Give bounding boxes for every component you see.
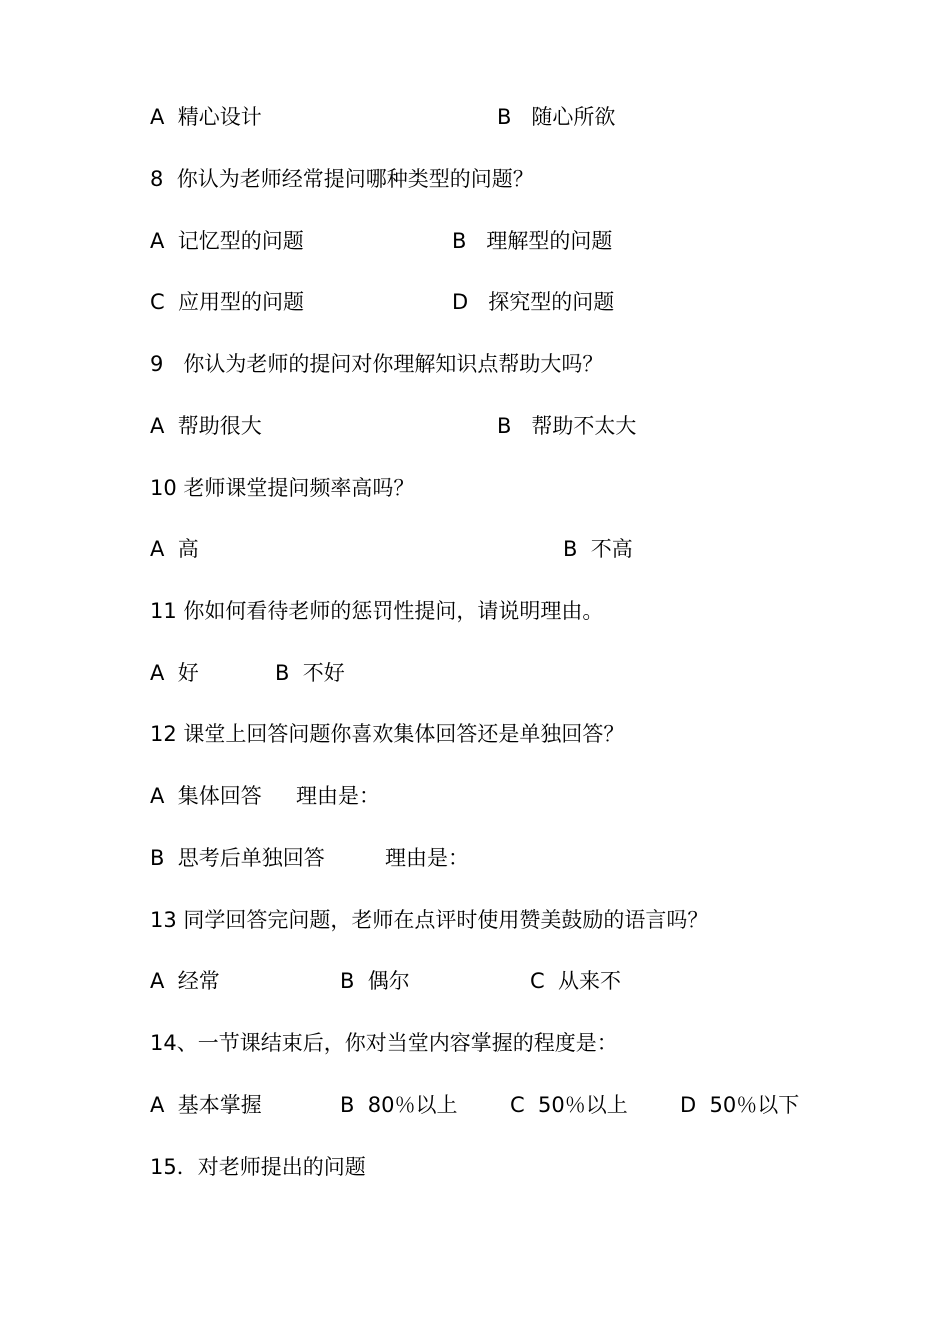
option-c: C 应用型的问题 <box>150 290 305 314</box>
answer-row <box>150 1089 800 1121</box>
reason-label: 理由是： <box>385 846 469 870</box>
option-a: A 经常 <box>150 969 220 993</box>
answer-row <box>150 965 622 997</box>
option-a: A 记忆型的问题 <box>150 229 304 253</box>
question-15: 15．对老师提出的问题 <box>150 1155 366 1179</box>
option-a: A 高 <box>150 537 199 561</box>
option-a: A 集体回答 <box>150 784 262 808</box>
answer-row <box>150 842 469 874</box>
answer-row <box>150 225 613 257</box>
option-d: D 探究型的问题 <box>452 290 615 314</box>
question-9: 9 你认为老师的提问对你理解知识点帮助大吗？ <box>150 352 604 376</box>
option-c: C 从来不 <box>530 969 622 993</box>
option-b: B 帮助不太大 <box>497 414 637 438</box>
option-a: A 好 <box>150 661 199 685</box>
question-11: 11 你如何看待老师的惩罚性提问，请说明理由。 <box>150 599 604 623</box>
option-b: B 偶尔 <box>340 969 410 993</box>
answer-row <box>150 286 615 318</box>
question-8: 8 你认为老师经常提问哪种类型的问题？ <box>150 167 534 191</box>
option-a: A 基本掌握 <box>150 1093 262 1117</box>
option-b: B 80％以上 <box>340 1093 458 1117</box>
reason-label: 理由是： <box>296 784 380 808</box>
question-10: 10 老师课堂提问频率高吗？ <box>150 476 415 500</box>
option-d: D 50％以下 <box>680 1093 800 1117</box>
answer-row <box>150 657 345 689</box>
option-b: B 随心所欲 <box>497 105 616 129</box>
option-b: B 不高 <box>563 537 633 561</box>
option-c: C 50％以上 <box>510 1093 628 1117</box>
answer-row <box>150 410 637 442</box>
option-b: B 思考后单独回答 <box>150 846 325 870</box>
question-14: 14、一节课结束后，你对当堂内容掌握的程度是： <box>150 1031 618 1055</box>
answer-row <box>150 101 616 133</box>
option-b: B 理解型的问题 <box>452 229 613 253</box>
question-13: 13 同学回答完问题，老师在点评时使用赞美鼓励的语言吗？ <box>150 908 709 932</box>
answer-row <box>150 780 380 812</box>
question-12: 12 课堂上回答问题你喜欢集体回答还是单独回答？ <box>150 722 625 746</box>
option-b: B 不好 <box>275 661 345 685</box>
option-a: A 精心设计 <box>150 105 262 129</box>
option-a: A 帮助很大 <box>150 414 262 438</box>
answer-row <box>150 533 633 565</box>
